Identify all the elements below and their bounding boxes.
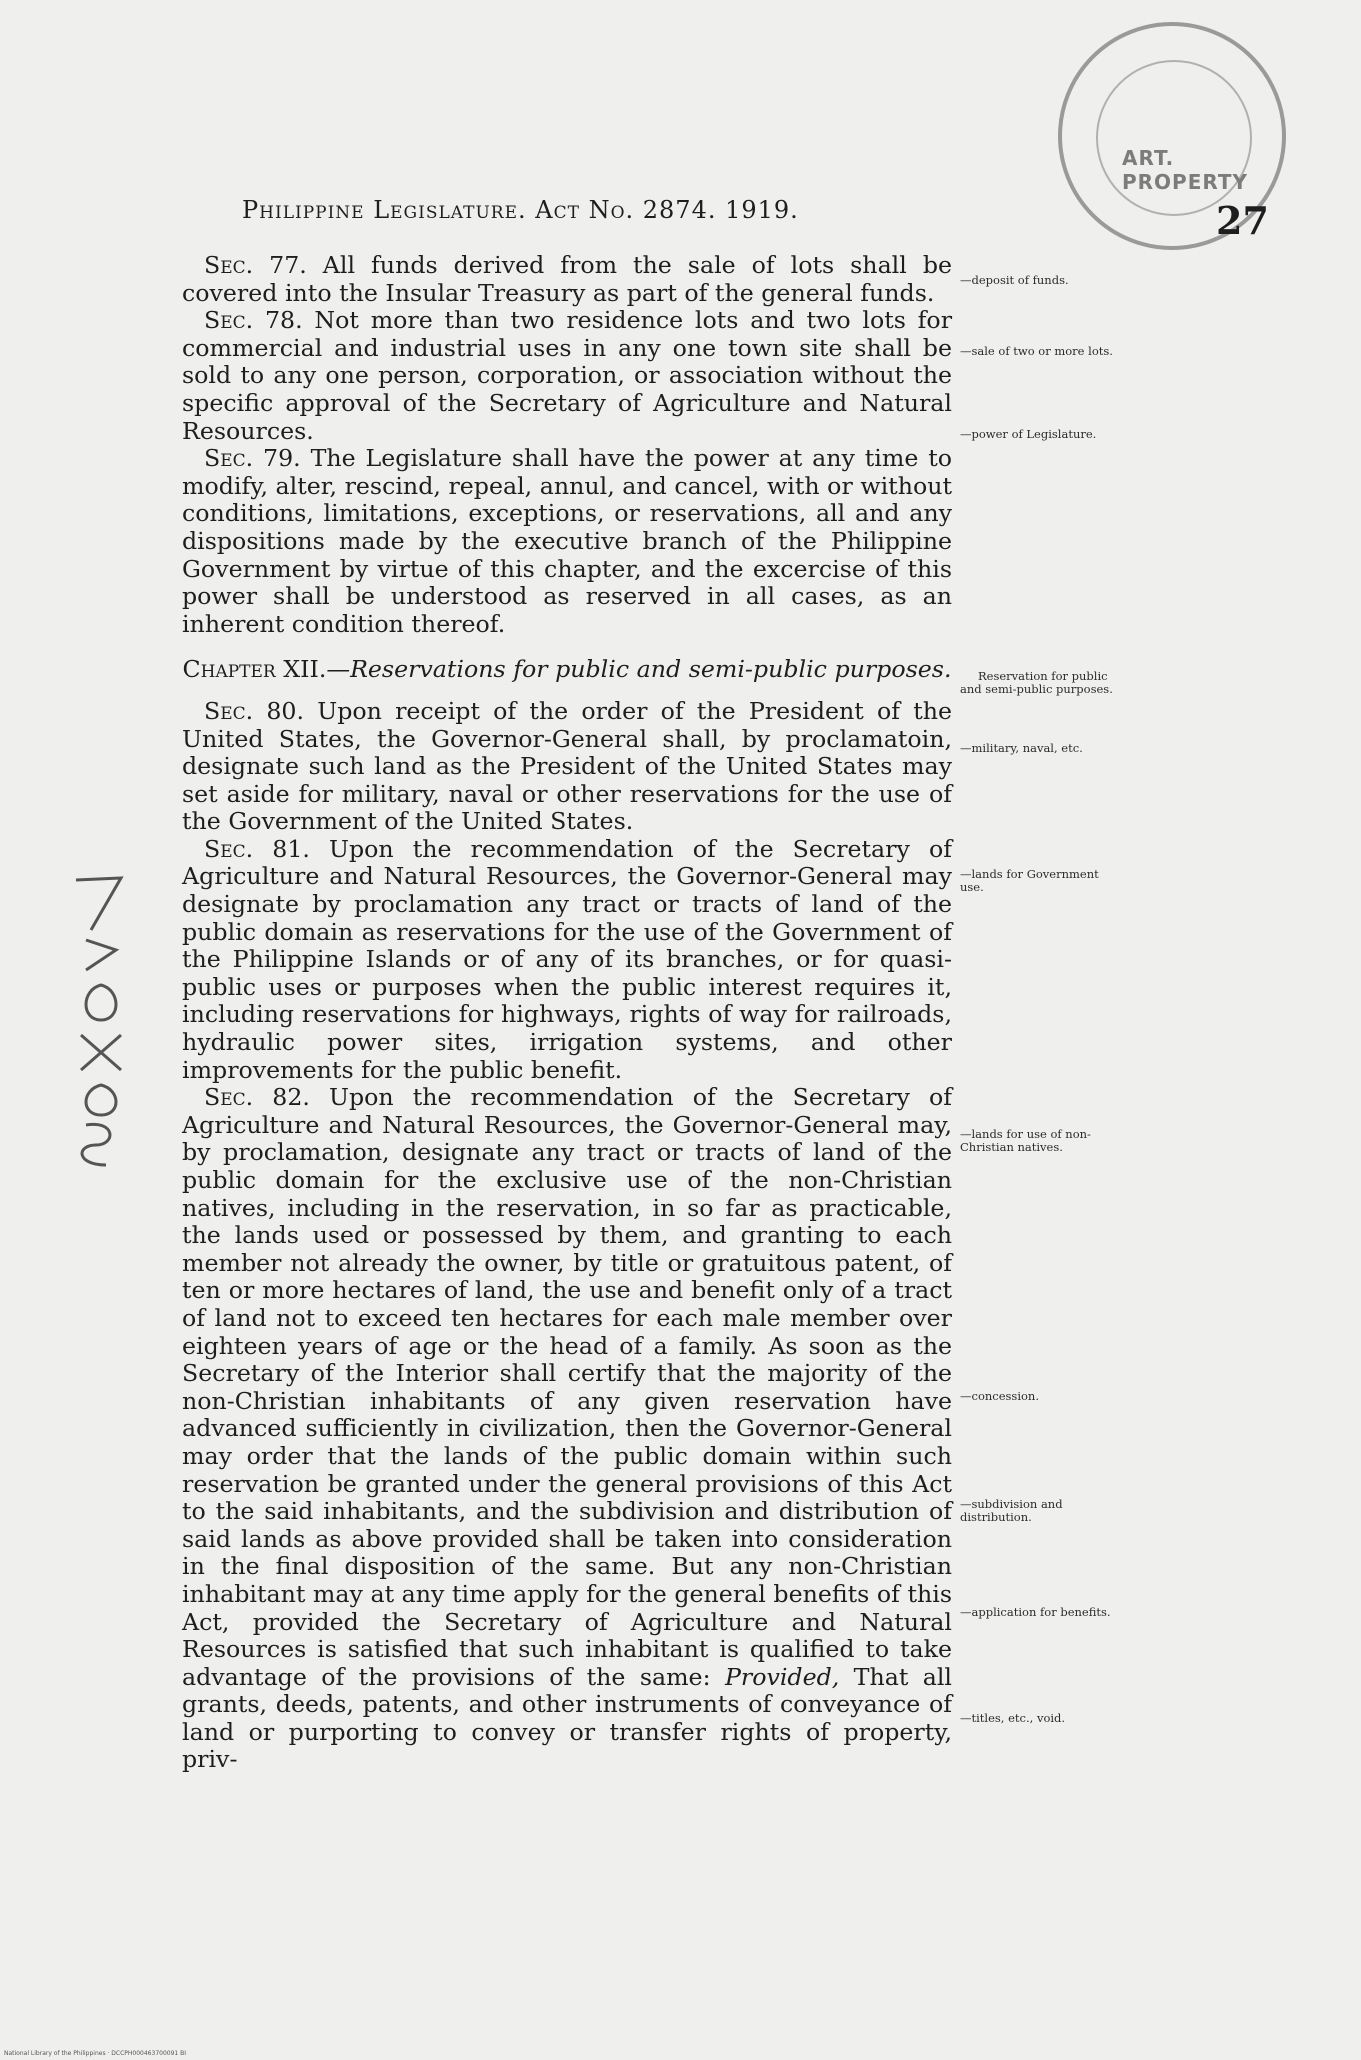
margin-note-military: —military, naval, etc.: [960, 741, 1083, 755]
section-79: [182, 445, 952, 638]
section-text: All funds derived from the sale of lots shall be covered into the Insular Treasury as part of the general funds.: [182, 251, 952, 307]
section-text: Upon the recommendation of the Secretary of Agriculture and Natural Resources, the Governor-General may, by proclamation, designate any tract or tracts of land of the public domain for the exclusive use of the non-Christian natives, including in the reservation, in so far as practicable, the lands used or possessed by them, and granting to each member not already the owner, by title or gratuitous patent, of ten or more hectares of land, the use and benefit only of a tract of land not to exceed ten hectares for each male member over eighteen years of age or the head of a family. As soon as the Secretary of the Interior shall certify that the majority of the non-Christian inhabitants of any given reservation have advanced sufficiently in civilization, then the Governor-General may order that the lands of the public domain within such reservation be granted under the general provisions of this Act to the said inhabitants, and the subdivision and distribution of said lands as above provided shall be taken into consideration in the final disposition of the same. But any non-Christian inhabitant may at any time apply for the general benefits of this Act, provided the Secretary of Agriculture and Natural Resources is satisfied that such inhabitant is qualified to take advantage of the provisions of the same:: [182, 1083, 953, 1691]
stamp-text: ART. PROPERTY: [1122, 146, 1249, 194]
section-81: [182, 836, 952, 1084]
margin-note-lands-non-christian: —lands for use of non-Christian natives.: [960, 1127, 1091, 1154]
section-text: Upon receipt of the order of the President of the United States, the Governor-General shall, by proclamatoin, designate such land as the President of the United States may set aside for military, naval or other reservations for the use of the Government of the United States.: [182, 696, 953, 836]
section-text: Upon the recommendation of the Secretary of Agriculture and Natural Resources, the Governor-General may designate by proclamation any tract or tracts of land of the public domain as reservations for the use of the Government of the Philippine Islands or of any of its branches, or for quasi-public uses or purposes when the public interest requires it, including reservations for highways, rights of way for railroads, hydraulic power sites, irrigation systems, and other improvements for the public benefit.: [182, 834, 953, 1084]
section-78: [182, 307, 952, 445]
section-80: [182, 698, 952, 836]
scan-footer: National Library of the Philippines · DCCPH000463700091 BI: [4, 2050, 187, 2057]
margin-note-titles: —titles, etc., void.: [960, 1711, 1066, 1725]
margin-note-application: —application for benefits.: [960, 1605, 1111, 1619]
margin-note-reservation: Reservation for public and semi-public purposes.: [960, 669, 1113, 696]
section-text: That all grants, deeds, patents, and other instruments of conveyance of land or purporting to convey or transfer rights of property, priv-: [182, 1662, 953, 1774]
section-label: Sec. 82.: [204, 1083, 310, 1112]
margin-note-lands-government: —lands for Government use.: [960, 867, 1099, 894]
handwritten-annotation: [66, 870, 146, 1170]
chapter-label: Chapter XII.: [182, 655, 327, 684]
section-label: Sec. 79.: [204, 444, 301, 473]
margin-note-sale-lots: —sale of two or more lots.: [960, 344, 1113, 358]
chapter-heading: [182, 656, 952, 684]
section-82: [182, 1084, 952, 1774]
margin-note-subdivision: —subdivision and distribution.: [960, 1497, 1063, 1524]
section-label: Sec. 80.: [204, 696, 305, 725]
section-label: Sec. 77.: [204, 251, 307, 279]
margin-note-concession: —concession.: [960, 1389, 1039, 1403]
body-text: [182, 252, 952, 1774]
provided-word: Provided,: [724, 1662, 840, 1691]
section-text: The Legislature shall have the power at any time to modify, alter, rescind, repeal, annul, and cancel, with or without conditions, limitations, exceptions, or reservations, all and any dispositions made by the executive branch of the Philippine Government by virtue of this chapter, and the excercise of this power shall be understood as reserved in all cases, as an inherent condition thereof.: [182, 444, 952, 638]
section-label: Sec. 81.: [204, 834, 310, 863]
section-text: Not more than two residence lots and two lots for commercial and industrial uses in any one town site shall be sold to any one person, corporation, or association without the specific approval of the Secretary of Agriculture and Natural Resources.: [182, 306, 953, 445]
margin-note-power: —power of Legislature.: [960, 427, 1097, 441]
running-head: Philippine Legislature. Act No. 2874. 1919.: [242, 196, 799, 224]
margin-note-deposit: —deposit of funds.: [960, 273, 1069, 287]
chapter-title: —Reservations for public and semi-public purposes.: [326, 655, 952, 684]
section-77: [182, 252, 952, 307]
page-number: 27: [1216, 198, 1269, 243]
section-label: Sec. 78.: [204, 306, 303, 335]
